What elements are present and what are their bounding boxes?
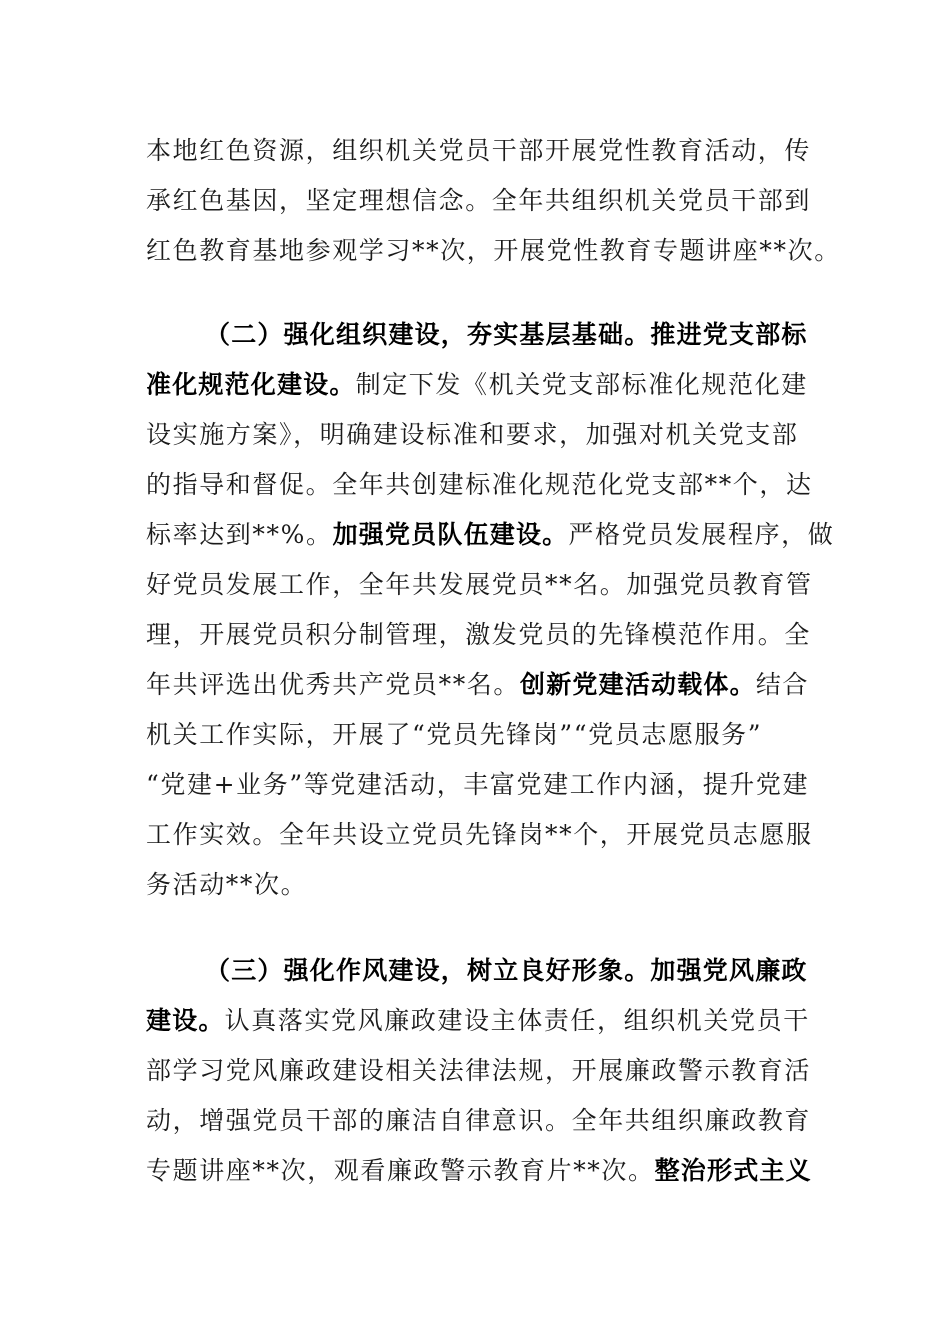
paragraph-2-line-5 — [146, 515, 834, 555]
section-heading-3: （三）强化作风建设，树立良好形象。 — [205, 956, 651, 985]
subheading-standardization-a: 推进党支部标 — [650, 320, 808, 349]
paragraph-2-line-3: 设实施方案》，明确建设标准和要求，加强对机关党支部 — [146, 420, 799, 449]
subheading-integrity-a: 加强党风廉政 — [650, 956, 808, 985]
paragraph-2-line-8 — [146, 665, 809, 705]
subheading-team-building: 加强党员队伍建设。 — [332, 520, 569, 549]
paragraph-1-line-2: 承红色基因，坚定理想信念。全年共组织机关党员干部到 — [146, 186, 812, 215]
paragraph-3-text: 认真落实党风廉政建设主体责任，组织机关党员干 — [224, 1006, 810, 1035]
paragraph-2-line-1 — [205, 315, 808, 355]
paragraph-2-text: 标率达到**%。 — [146, 520, 333, 549]
paragraph-3-line-2 — [146, 1001, 810, 1041]
subheading-integrity-b: 建设。 — [146, 1006, 225, 1035]
section-heading-2: （二）强化组织建设，夯实基层基础。 — [205, 320, 651, 349]
paragraph-2-line-12: 务活动**次。 — [146, 870, 308, 899]
paragraph-2-text: 年共评选出优秀共产党员**名。 — [146, 670, 521, 699]
subheading-formalism: 整治形式主义 — [654, 1156, 812, 1185]
subheading-standardization-b: 准化规范化建设。 — [146, 370, 356, 399]
paragraph-3-text: 专题讲座**次，观看廉政警示教育片**次。 — [146, 1156, 655, 1185]
paragraph-2-line-2 — [146, 365, 808, 405]
paragraph-1-line-3: 红色教育基地参观学习**次，开展党性教育专题讲座**次。 — [146, 236, 841, 265]
paragraph-3-line-3: 部学习党风廉政建设相关法律法规，开展廉政警示教育活 — [146, 1056, 812, 1085]
paragraph-2-line-9: 机关工作实际，开展了“党员先锋岗”“党员志愿服务” — [146, 720, 763, 749]
paragraph-3-line-4: 动，增强党员干部的廉洁自律意识。全年共组织廉政教育 — [146, 1106, 812, 1135]
paragraph-2-line-10: “党建+业务”等党建活动，丰富党建工作内涵，提升党建 — [146, 770, 810, 799]
paragraph-3-line-1 — [205, 951, 808, 991]
paragraph-2-text: 严格党员发展程序，做 — [568, 520, 835, 549]
paragraph-2-line-4: 的指导和督促。全年共创建标准化规范化党支部**个，达 — [146, 470, 813, 499]
paragraph-1-line-1: 本地红色资源，组织机关党员干部开展党性教育活动，传 — [146, 136, 812, 165]
paragraph-2-line-11: 工作实效。全年共设立党员先锋岗**个，开展党员志愿服 — [146, 820, 813, 849]
paragraph-2-text: 制定下发《机关党支部标准化规范化建 — [355, 370, 808, 399]
subheading-activity-carrier: 创新党建活动载体。 — [520, 670, 756, 699]
paragraph-2-text: 结合 — [755, 670, 810, 699]
paragraph-2-line-6: 好党员发展工作，全年共发展党员**名。加强党员教育管 — [146, 570, 813, 599]
paragraph-2-line-7: 理，开展党员积分制管理，激发党员的先锋模范作用。全 — [146, 620, 812, 649]
paragraph-3-line-5 — [146, 1151, 812, 1191]
